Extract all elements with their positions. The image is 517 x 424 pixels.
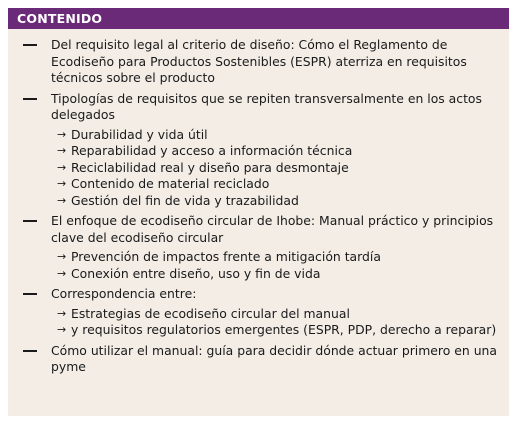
contents-card	[8, 8, 509, 416]
sub-list	[51, 306, 499, 339]
arrow-right-icon: →	[57, 160, 67, 174]
sub-list-item-text: Contenido de material reciclado	[71, 176, 270, 191]
sub-list-item	[57, 160, 499, 177]
arrow-right-icon: →	[57, 177, 67, 190]
list-item	[23, 343, 499, 376]
sub-list-item-text: Reciclabilidad real y diseño para desmontaje	[71, 159, 349, 175]
dash-bullet-icon	[23, 98, 37, 100]
list-item-text: Cómo utilizar el manual: guía para decidir dónde actuar primero en una pyme	[51, 342, 497, 374]
list-item-text: Correspondencia entre:	[51, 286, 197, 301]
sub-list-item	[57, 127, 499, 144]
dash-bullet-icon	[23, 293, 37, 295]
arrow-right-icon: →	[57, 306, 67, 320]
list-item-text: Del requisito legal al criterio de diseño: Cómo el Reglamento de Ecodiseño para Productos Sostenibles (ESPR) aterriza en requisitos técnicos sobre el producto	[51, 37, 467, 85]
sub-list-item	[57, 193, 499, 210]
sub-list-item	[57, 306, 499, 323]
contents-header: CONTENIDO	[8, 8, 509, 29]
arrow-right-icon: →	[57, 144, 67, 157]
sub-list-item-text: Estrategias de ecodiseño circular del manual	[71, 305, 350, 321]
dash-bullet-icon	[23, 220, 37, 222]
list-item	[23, 91, 499, 210]
sub-list-item-text: Reparabilidad y acceso a información técnica	[71, 143, 353, 158]
sub-list-item-text: y requisitos regulatorios emergentes (ESPR, PDP, derecho a reparar)	[71, 322, 497, 337]
arrow-right-icon: →	[57, 193, 67, 207]
dash-bullet-icon	[23, 44, 37, 46]
contents-list	[8, 29, 509, 376]
list-item	[23, 37, 499, 87]
sub-list-item	[57, 249, 499, 266]
sub-list-item	[57, 266, 499, 283]
list-item-text: Tipologías de requisitos que se repiten transversalmente en los actos delegados	[51, 90, 482, 122]
sub-list-item-text: Gestión del fin de vida y trazabilidad	[71, 192, 299, 208]
arrow-right-icon: →	[57, 323, 67, 336]
sub-list-item	[57, 322, 499, 339]
sub-list-item	[57, 176, 499, 193]
sub-list-item	[57, 143, 499, 160]
sub-list	[51, 249, 499, 282]
list-item-text: El enfoque de ecodiseño circular de Ihobe: Manual práctico y principios clave del ecodiseño circular	[51, 213, 494, 245]
sub-list-item-text: Durabilidad y vida útil	[71, 126, 208, 142]
arrow-right-icon: →	[57, 266, 67, 280]
sub-list-item-text: Prevención de impactos frente a mitigación tardía	[71, 249, 381, 264]
arrow-right-icon: →	[57, 250, 67, 263]
sub-list	[51, 127, 499, 210]
dash-bullet-icon	[23, 350, 37, 352]
list-item	[23, 286, 499, 339]
arrow-right-icon: →	[57, 127, 67, 141]
sub-list-item-text: Conexión entre diseño, uso y fin de vida	[71, 265, 321, 281]
list-item	[23, 213, 499, 282]
